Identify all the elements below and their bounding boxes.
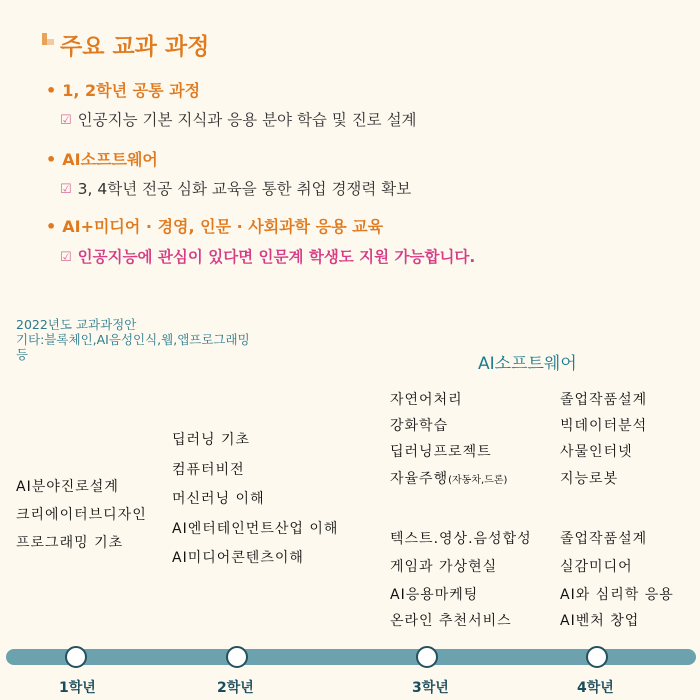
course-y4-upper-2: 빅데이터분석 <box>560 418 648 434</box>
course-y4-lower-3: AI와 심리학 응용 <box>560 587 674 603</box>
course-y4-upper-3: 사물인터넷 <box>560 444 633 460</box>
checkbox-icon: ☑ <box>60 182 72 197</box>
year-label-4: 4학년 <box>577 680 614 696</box>
checkbox-icon: ☑ <box>60 113 72 128</box>
section-1-bullet: • 1, 2학년 공통 과정 <box>46 81 201 100</box>
note-line-3: 등 <box>16 347 29 362</box>
note-line-2: 기타:블록체인,AI음성인식,웹,앱프로그래밍 <box>16 332 250 347</box>
course-y2-3: 머신러닝 이해 <box>172 491 265 507</box>
course-y2-5: AI미디어콘텐츠이해 <box>172 550 304 566</box>
timeline-node-year4 <box>586 646 608 668</box>
timeline-node-year2 <box>226 646 248 668</box>
section-3-detail: ☑ 인공지능에 관심이 있다면 인문계 학생도 지원 가능합니다. <box>60 248 476 266</box>
bullet-dot-icon: • <box>46 150 57 169</box>
year-label-2: 2학년 <box>217 680 254 696</box>
course-y3-upper-1: 자연어처리 <box>390 392 463 408</box>
course-y4-lower-2: 실감미디어 <box>560 559 633 575</box>
course-y2-2: 컴퓨터비전 <box>172 462 245 478</box>
page-title: 주요 교과 과정 <box>60 34 210 60</box>
title-marker-icon <box>42 33 54 45</box>
course-y3-lower-4: 온라인 추천서비스 <box>390 613 512 629</box>
section-3-bullet: • AI+미디어 · 경영, 인문 · 사회과학 응용 교육 <box>46 217 384 236</box>
checkbox-icon: ☑ <box>60 250 72 265</box>
course-y1-2: 크리에이터브디자인 <box>16 507 147 523</box>
bullet-dot-icon: • <box>46 81 57 100</box>
course-y2-4: AI엔터테인먼트산업 이해 <box>172 521 339 537</box>
section-2-bullet: • AI소프트웨어 <box>46 150 158 169</box>
bullet-dot-icon: • <box>46 217 57 236</box>
course-y3-upper-2: 강화학습 <box>390 418 449 434</box>
course-y3-autonomous: 자율주행(자동차,드론) <box>390 471 508 487</box>
timeline-node-year1 <box>65 646 87 668</box>
course-y4-lower-4: AI벤처 창업 <box>560 613 640 629</box>
course-y1-1: AI분야진로설계 <box>16 479 119 495</box>
course-y3-lower-3: AI응용마케팅 <box>390 587 479 603</box>
course-y4-upper-4: 지능로봇 <box>560 471 619 487</box>
course-y2-1: 딥러닝 기초 <box>172 432 251 448</box>
curriculum-note <box>16 317 250 362</box>
timeline-node-year3 <box>416 646 438 668</box>
year-label-3: 3학년 <box>412 680 449 696</box>
course-y3-upper-3: 딥러닝프로젝트 <box>390 444 492 460</box>
course-y3-lower-2: 게임과 가상현실 <box>390 559 498 575</box>
course-y4-upper-1: 졸업작품설계 <box>560 392 648 408</box>
ai-software-heading: AI소프트웨어 <box>478 354 577 374</box>
course-y1-3: 프로그래밍 기초 <box>16 535 124 551</box>
course-y3-lower-1: 텍스트.영상.음성합성 <box>390 531 532 547</box>
year-label-1: 1학년 <box>59 680 96 696</box>
course-y4-lower-1: 졸업작품설계 <box>560 531 648 547</box>
section-2-detail: ☑ 3, 4학년 전공 심화 교육을 통한 취업 경쟁력 확보 <box>60 180 412 198</box>
section-1-detail: ☑ 인공지능 기본 지식과 응용 분야 학습 및 진로 설계 <box>60 111 417 129</box>
note-line-1: 2022년도 교과과정안 <box>16 317 137 332</box>
